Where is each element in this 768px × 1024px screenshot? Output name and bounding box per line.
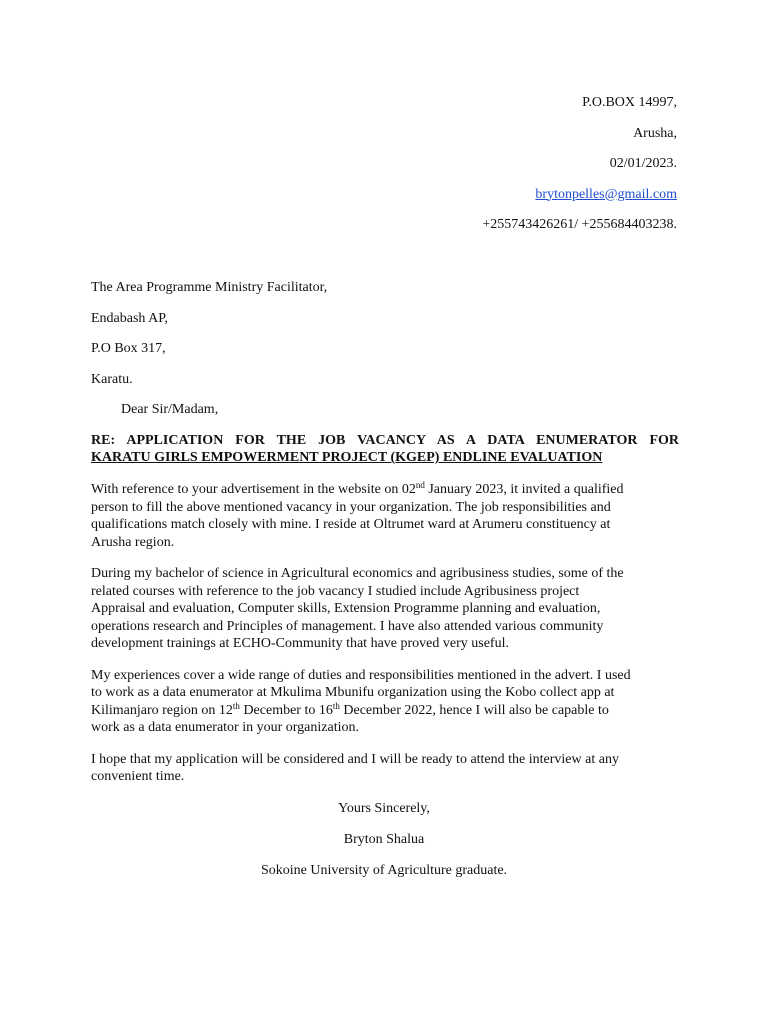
signatory-credential: Sokoine University of Agriculture graduate. — [260, 863, 508, 878]
text-line: I hope that my application will be considered and I will be ready to attend the interview at any — [91, 751, 619, 767]
sender-po-box: P.O.BOX 14997, — [582, 95, 677, 110]
text-line: During my bachelor of science in Agricultural economics and agribusiness studies, some of the — [91, 566, 624, 581]
subject-line — [91, 432, 679, 466]
text-line: My experiences cover a wide range of duties and responsibilities mentioned in the advert. I used — [91, 667, 631, 683]
paragraph-advertisement — [91, 481, 677, 551]
text: With reference to your advertisement in the website on 02 — [91, 482, 416, 497]
recipient-title: The Area Programme Ministry Facilitator, — [91, 280, 328, 295]
sender-address-block — [482, 94, 677, 247]
text-line: Arusha region. — [91, 534, 175, 550]
text-line: qualifications match closely with mine. I reside at Oltrumet ward at Arumeru constituency at — [91, 517, 611, 532]
subject-line-2: KARATU GIRLS EMPOWERMENT PROJECT (KGEP) ENDLINE EVALUATION — [91, 450, 603, 465]
recipient-po-box: P.O Box 317, — [91, 341, 166, 356]
text-line: operations research and Principles of management. I have also attended various community — [91, 618, 604, 634]
closing-block — [91, 800, 677, 893]
text: January 2023, it invited a qualified — [424, 482, 624, 497]
text: December 2022, hence I will also be capable to — [339, 702, 609, 718]
superscript: th — [232, 700, 240, 711]
recipient-town: Karatu. — [91, 371, 133, 387]
sign-off: Yours Sincerely, — [338, 801, 430, 816]
text-line: development trainings at ECHO-Community that have proved very useful. — [91, 636, 509, 651]
text-line: Appraisal and evaluation, Computer skills, Extension Programme planning and evaluation, — [91, 601, 601, 616]
text-line: convenient time. — [91, 769, 185, 784]
recipient-address-block — [91, 279, 327, 401]
text: Kilimanjaro region on 12 — [91, 702, 233, 718]
text-line: related courses with reference to the job vacancy I studied include Agribusiness project — [91, 583, 580, 599]
sender-email-link[interactable]: brytonpelles@gmail.com — [535, 186, 677, 202]
recipient-office: Endabash AP, — [91, 310, 168, 326]
text: December to 16 — [239, 702, 333, 718]
text-line: work as a data enumerator in your organization. — [91, 720, 359, 735]
text-line: person to fill the above mentioned vacancy in your organization. The job responsibilities and — [91, 499, 611, 515]
salutation: Dear Sir/Madam, — [121, 402, 219, 417]
superscript: nd — [415, 480, 425, 490]
subject-line-1: RE: APPLICATION FOR THE JOB VACANCY AS A DATA ENUMERATOR FOR — [91, 433, 679, 448]
paragraph-education — [91, 565, 677, 653]
paragraph-experience — [91, 667, 677, 737]
sender-phone-numbers: +255743426261/ +255684403238. — [482, 217, 677, 232]
letter-body — [91, 481, 677, 800]
superscript: th — [332, 700, 340, 711]
sender-city: Arusha, — [633, 125, 677, 141]
signatory-name: Bryton Shalua — [343, 832, 425, 847]
letter-date: 02/01/2023. — [609, 156, 677, 171]
paragraph-closing-hope — [91, 751, 677, 786]
text-line: to work as a data enumerator at Mkulima Mbunifu organization using the Kobo collect app at — [91, 685, 615, 700]
